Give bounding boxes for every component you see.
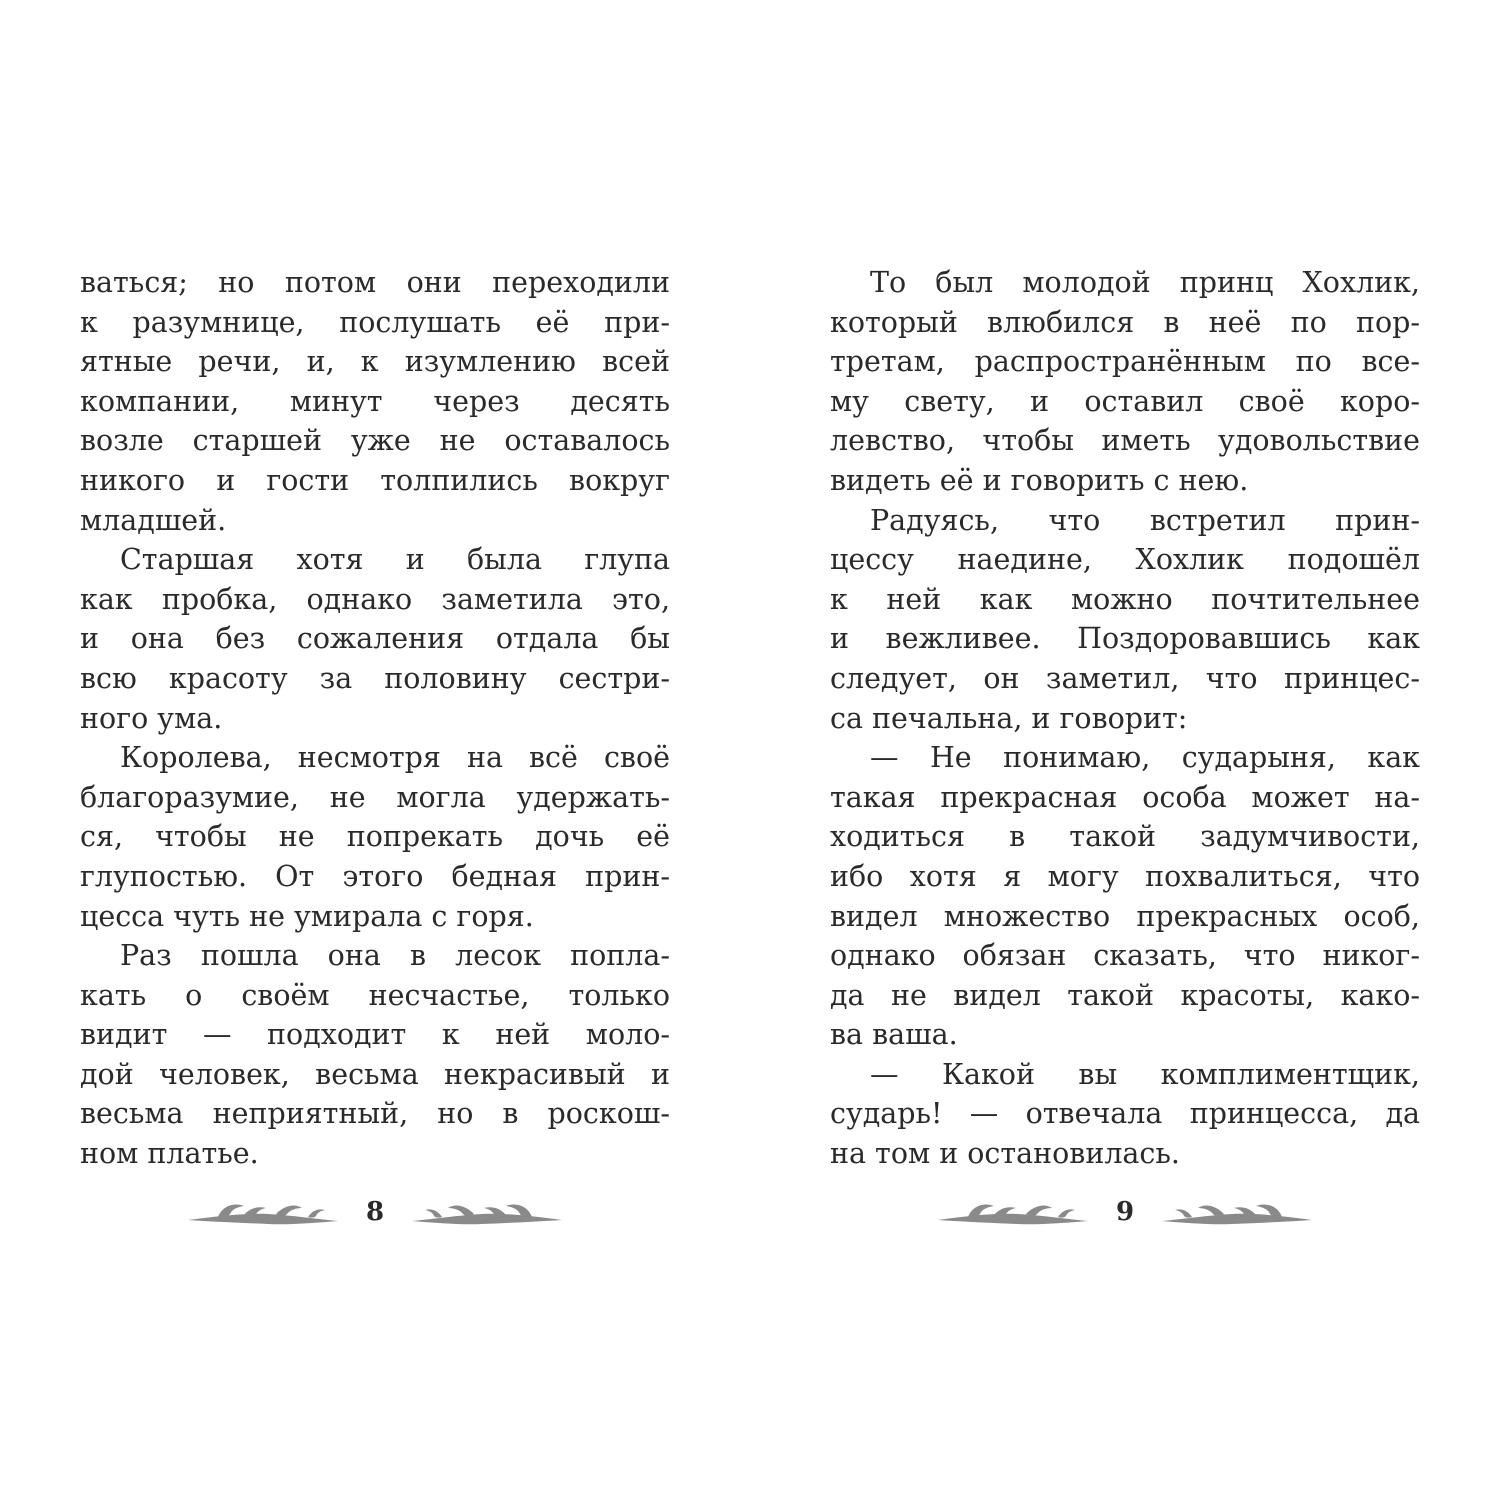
ornament-flourish-left-icon — [188, 1196, 350, 1228]
text-line: ваться; но потом они переходили — [80, 266, 670, 299]
text-line: и она без сожаления отдала бы — [80, 622, 670, 656]
text-line: видит — подходит к ней моло- — [80, 1018, 670, 1052]
text-line: к разумнице, послушать её при- — [80, 305, 670, 339]
text-line: Королева, несмотря на всё своё — [120, 741, 670, 775]
text-line: ятные речи, и, к изумлению всей — [80, 345, 670, 379]
page-footer-left — [185, 1190, 565, 1234]
text-line: ибо хотя я могу похвалиться, что — [830, 859, 1420, 893]
text-line: — Не понимаю, сударыня, как — [870, 741, 1420, 775]
page-left-text — [80, 263, 670, 1174]
text-line: такая прекрасная особа может на- — [830, 780, 1420, 814]
text-line: всю красоту за половину сестри- — [80, 661, 670, 695]
text-line: ном платье. — [80, 1137, 259, 1171]
text-line: никого и гости толпились вокруг — [80, 463, 670, 497]
text-line: ного ума. — [80, 701, 223, 735]
text-line: цессу наедине, Хохлик подошёл — [830, 543, 1420, 577]
text-line: третам, распространённым по все- — [830, 345, 1420, 379]
text-line: му свету, и оставил своё коро- — [830, 384, 1420, 418]
text-line: Старшая хотя и была глупа — [120, 543, 670, 577]
text-line: То был молодой принц Хохлик, — [870, 266, 1420, 299]
text-line: — Какой вы комплиментщик, — [870, 1057, 1420, 1091]
text-line: который влюбился в неё по пор- — [830, 305, 1420, 339]
text-line: цесса чуть не умирала с горя. — [80, 899, 534, 933]
ornament-flourish-left-icon — [938, 1196, 1100, 1228]
text-line: компании, минут через десять — [80, 384, 670, 418]
text-line: возле старшей уже не оставалось — [80, 424, 670, 458]
text-line: на том и остановилась. — [830, 1137, 1180, 1171]
text-line: да не видел такой красоты, како- — [830, 978, 1420, 1012]
text-line: Раз пошла она в лесок попла- — [120, 939, 670, 973]
ornament-flourish-right-icon — [400, 1196, 562, 1228]
text-line: следует, он заметил, что принцес- — [830, 661, 1420, 695]
text-line: как пробка, однако заметила это, — [80, 582, 670, 616]
text-line: видел множество прекрасных особ, — [830, 899, 1420, 933]
text-line: са печальна, и говорит: — [830, 701, 1188, 735]
page-right-text — [830, 263, 1420, 1174]
text-line: ходиться в такой задумчивости, — [830, 820, 1420, 854]
text-line: сударь! — отвечала принцесса, да — [830, 1097, 1420, 1131]
text-line: левство, чтобы иметь удовольствие — [830, 424, 1420, 458]
text-line: видеть её и говорить с нею. — [830, 463, 1249, 497]
page-footer-right — [935, 1190, 1315, 1234]
text-line: кать о своём несчастье, только — [80, 978, 670, 1012]
text-line: к ней как можно почтительнее — [830, 582, 1420, 616]
text-line: весьма неприятный, но в роскош- — [80, 1097, 670, 1131]
text-line: благоразумие, не могла удержать- — [80, 780, 670, 814]
text-line: глупостью. От этого бедная прин- — [80, 859, 670, 893]
text-line: и вежливее. Поздоровавшись как — [830, 622, 1420, 656]
text-line: Радуясь, что встретил прин- — [870, 503, 1420, 537]
text-line: дой человек, весьма некрасивый и — [80, 1057, 670, 1091]
text-line: ва ваша. — [830, 1018, 958, 1052]
text-line: однако обязан сказать, что никог- — [830, 939, 1420, 973]
page-number: 9 — [1115, 1197, 1135, 1227]
ornament-flourish-right-icon — [1150, 1196, 1312, 1228]
page-number: 8 — [365, 1197, 385, 1227]
text-line: ся, чтобы не попрекать дочь её — [80, 820, 670, 854]
text-line: младшей. — [80, 503, 227, 537]
